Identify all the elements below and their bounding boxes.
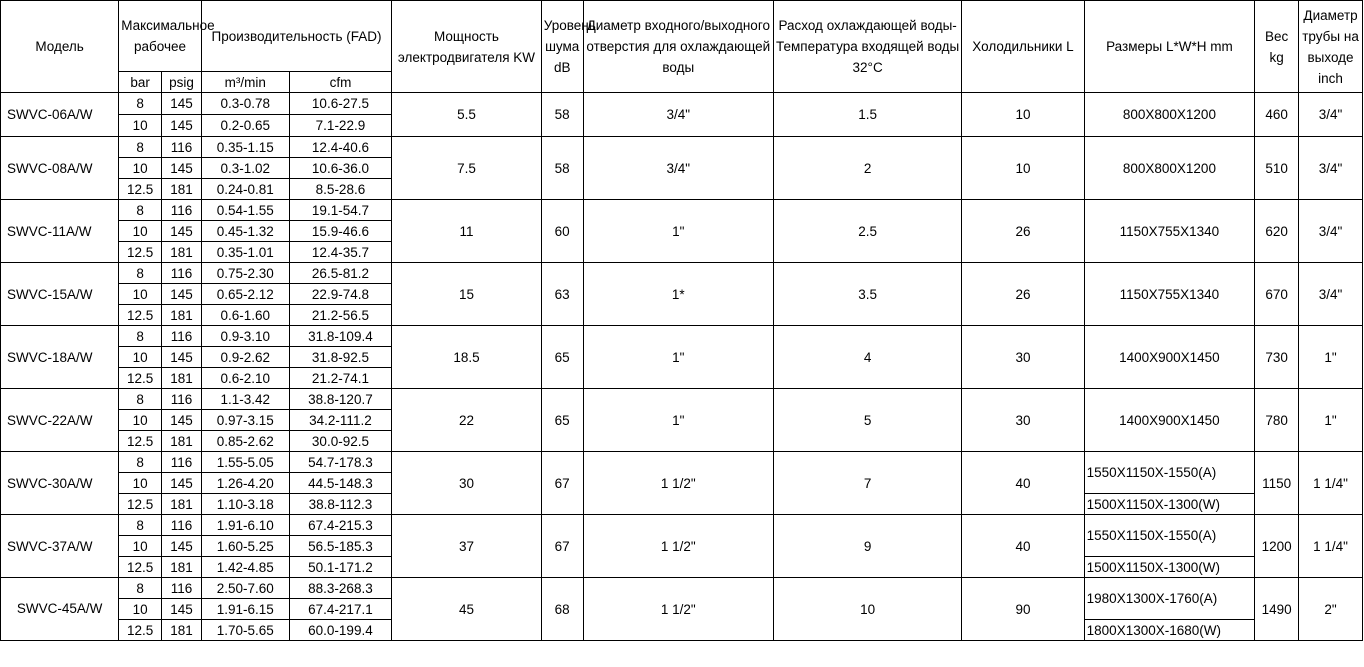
table-row [1, 389, 1363, 410]
bar-cell: 12.5 [119, 557, 162, 578]
psig-cell: 145 [162, 599, 202, 620]
cfm-cell: 22.9-74.8 [289, 284, 392, 305]
outlet-pipe-cell: 1 1/4" [1299, 452, 1363, 515]
noise-cell: 65 [541, 326, 583, 389]
bar-cell: 8 [119, 137, 162, 158]
coolant-cell: 40 [962, 515, 1084, 578]
noise-cell: 68 [541, 578, 583, 641]
coolant-cell: 90 [962, 578, 1084, 641]
psig-cell: 145 [162, 93, 202, 115]
bar-cell: 10 [119, 473, 162, 494]
weight-cell: 670 [1255, 263, 1299, 326]
water-flow-cell: 5 [773, 389, 961, 452]
table-row [1, 263, 1363, 284]
cfm-cell: 50.1-171.2 [289, 557, 392, 578]
m3-cell: 0.9-2.62 [201, 347, 289, 368]
water-flow-cell: 9 [773, 515, 961, 578]
model-cell: SWVC-08A/W [1, 137, 119, 200]
cfm-cell: 10.6-27.5 [289, 93, 392, 115]
header-unit-bar: bar [119, 72, 162, 93]
cfm-cell: 38.8-112.3 [289, 494, 392, 515]
bar-cell: 10 [119, 599, 162, 620]
bar-cell: 10 [119, 410, 162, 431]
weight-cell: 1200 [1255, 515, 1299, 578]
water-flow-cell: 2.5 [773, 200, 961, 263]
bar-cell: 8 [119, 515, 162, 536]
weight-cell: 1150 [1255, 452, 1299, 515]
bar-cell: 12.5 [119, 431, 162, 452]
inlet-diameter-cell: 1 1/2" [583, 578, 773, 641]
m3-cell: 0.54-1.55 [201, 200, 289, 221]
bar-cell: 8 [119, 263, 162, 284]
m3-cell: 0.35-1.15 [201, 137, 289, 158]
model-cell: SWVC-37A/W [1, 515, 119, 578]
outlet-pipe-cell: 3/4" [1299, 200, 1363, 263]
psig-cell: 181 [162, 431, 202, 452]
psig-cell: 116 [162, 578, 202, 599]
inlet-diameter-cell: 3/4" [583, 137, 773, 200]
bar-cell: 10 [119, 284, 162, 305]
bar-cell: 8 [119, 200, 162, 221]
motor-power-cell: 11 [392, 200, 542, 263]
header-noise: Уровень шума dB [541, 1, 583, 93]
model-cell: SWVC-45A/W [1, 578, 119, 641]
weight-cell: 780 [1255, 389, 1299, 452]
cfm-cell: 12.4-35.7 [289, 242, 392, 263]
m3-cell: 0.97-3.15 [201, 410, 289, 431]
cfm-cell: 31.8-92.5 [289, 347, 392, 368]
inlet-diameter-cell: 1 1/2" [583, 452, 773, 515]
outlet-pipe-cell: 1" [1299, 389, 1363, 452]
dimensions-cell: 1150X755X1340 [1084, 200, 1255, 263]
dimensions-cell: 1150X755X1340 [1084, 263, 1255, 326]
bar-cell: 10 [119, 536, 162, 557]
m3-cell: 0.24-0.81 [201, 179, 289, 200]
weight-cell: 730 [1255, 326, 1299, 389]
cfm-cell: 67.4-217.1 [289, 599, 392, 620]
psig-cell: 145 [162, 473, 202, 494]
m3-cell: 1.70-5.65 [201, 620, 289, 641]
coolant-cell: 10 [962, 93, 1084, 137]
bar-cell: 12.5 [119, 494, 162, 515]
noise-cell: 58 [541, 93, 583, 137]
header-weight: Вес kg [1255, 1, 1299, 93]
inlet-diameter-cell: 1" [583, 326, 773, 389]
m3-cell: 1.60-5.25 [201, 536, 289, 557]
motor-power-cell: 37 [392, 515, 542, 578]
water-flow-cell: 2 [773, 137, 961, 200]
inlet-diameter-cell: 1 1/2" [583, 515, 773, 578]
psig-cell: 145 [162, 410, 202, 431]
psig-cell: 116 [162, 200, 202, 221]
cfm-cell: 15.9-46.6 [289, 221, 392, 242]
cfm-cell: 67.4-215.3 [289, 515, 392, 536]
bar-cell: 12.5 [119, 368, 162, 389]
weight-cell: 460 [1255, 93, 1299, 137]
model-cell: SWVC-11A/W [1, 200, 119, 263]
psig-cell: 116 [162, 452, 202, 473]
model-cell: SWVC-22A/W [1, 389, 119, 452]
cfm-cell: 19.1-54.7 [289, 200, 392, 221]
coolant-cell: 26 [962, 263, 1084, 326]
bar-cell: 12.5 [119, 305, 162, 326]
header-water-flow: Расход охлаждающей воды-Температура входящей воды 32°C [773, 1, 961, 93]
psig-cell: 145 [162, 158, 202, 179]
m3-cell: 0.75-2.30 [201, 263, 289, 284]
cfm-cell: 26.5-81.2 [289, 263, 392, 284]
psig-cell: 181 [162, 305, 202, 326]
motor-power-cell: 45 [392, 578, 542, 641]
table-row [1, 137, 1363, 158]
psig-cell: 145 [162, 347, 202, 368]
outlet-pipe-cell: 1" [1299, 326, 1363, 389]
cfm-cell: 8.5-28.6 [289, 179, 392, 200]
psig-cell: 181 [162, 368, 202, 389]
psig-cell: 116 [162, 389, 202, 410]
bar-cell: 10 [119, 158, 162, 179]
table-row [1, 578, 1363, 599]
m3-cell: 2.50-7.60 [201, 578, 289, 599]
psig-cell: 181 [162, 494, 202, 515]
cfm-cell: 54.7-178.3 [289, 452, 392, 473]
weight-cell: 620 [1255, 200, 1299, 263]
psig-cell: 181 [162, 620, 202, 641]
cfm-cell: 10.6-36.0 [289, 158, 392, 179]
table-row [1, 515, 1363, 536]
psig-cell: 145 [162, 221, 202, 242]
coolant-cell: 30 [962, 389, 1084, 452]
dimensions-cell: 1500X1150X-1300(W) [1084, 494, 1255, 515]
table-row [1, 200, 1363, 221]
dimensions-cell: 1400X900X1450 [1084, 326, 1255, 389]
m3-cell: 0.2-0.65 [201, 115, 289, 137]
dimensions-cell: 800X800X1200 [1084, 137, 1255, 200]
water-flow-cell: 4 [773, 326, 961, 389]
inlet-diameter-cell: 1" [583, 389, 773, 452]
noise-cell: 67 [541, 452, 583, 515]
noise-cell: 67 [541, 515, 583, 578]
m3-cell: 0.45-1.32 [201, 221, 289, 242]
bar-cell: 8 [119, 578, 162, 599]
dimensions-cell: 1500X1150X-1300(W) [1084, 557, 1255, 578]
header-unit-cfm: cfm [289, 72, 392, 93]
cfm-cell: 60.0-199.4 [289, 620, 392, 641]
outlet-pipe-cell: 2" [1299, 578, 1363, 641]
table-row [1, 452, 1363, 473]
coolant-cell: 40 [962, 452, 1084, 515]
bar-cell: 8 [119, 93, 162, 115]
bar-cell: 10 [119, 221, 162, 242]
coolant-cell: 26 [962, 200, 1084, 263]
outlet-pipe-cell: 3/4" [1299, 93, 1363, 137]
motor-power-cell: 18.5 [392, 326, 542, 389]
noise-cell: 60 [541, 200, 583, 263]
m3-cell: 1.91-6.10 [201, 515, 289, 536]
header-inlet-diameter: Диаметр входного/выходного отверстия для охлаждающей воды [583, 1, 773, 93]
inlet-diameter-cell: 1" [583, 200, 773, 263]
m3-cell: 1.10-3.18 [201, 494, 289, 515]
psig-cell: 116 [162, 515, 202, 536]
water-flow-cell: 1.5 [773, 93, 961, 137]
m3-cell: 1.1-3.42 [201, 389, 289, 410]
cfm-cell: 12.4-40.6 [289, 137, 392, 158]
psig-cell: 181 [162, 179, 202, 200]
psig-cell: 116 [162, 263, 202, 284]
header-coolant: Холодильники L [962, 1, 1084, 93]
outlet-pipe-cell: 3/4" [1299, 263, 1363, 326]
cfm-cell: 21.2-56.5 [289, 305, 392, 326]
cfm-cell: 88.3-268.3 [289, 578, 392, 599]
bar-cell: 10 [119, 347, 162, 368]
bar-cell: 12.5 [119, 620, 162, 641]
m3-cell: 1.55-5.05 [201, 452, 289, 473]
model-cell: SWVC-06A/W [1, 93, 119, 137]
dimensions-cell: 1550X1150X-1550(A) [1084, 452, 1255, 494]
cfm-cell: 21.2-74.1 [289, 368, 392, 389]
header-capacity: Производительность (FAD) [201, 1, 391, 72]
psig-cell: 181 [162, 242, 202, 263]
m3-cell: 0.3-1.02 [201, 158, 289, 179]
dimensions-cell: 1800X1300X-1680(W) [1084, 620, 1255, 641]
motor-power-cell: 5.5 [392, 93, 542, 137]
header-unit-psig: psig [162, 72, 202, 93]
bar-cell: 8 [119, 452, 162, 473]
coolant-cell: 30 [962, 326, 1084, 389]
bar-cell: 8 [119, 389, 162, 410]
model-cell: SWVC-30A/W [1, 452, 119, 515]
psig-cell: 116 [162, 326, 202, 347]
coolant-cell: 10 [962, 137, 1084, 200]
inlet-diameter-cell: 3/4" [583, 93, 773, 137]
cfm-cell: 44.5-148.3 [289, 473, 392, 494]
header-max-pressure: Максимальное рабочее [119, 1, 202, 72]
m3-cell: 0.3-0.78 [201, 93, 289, 115]
m3-cell: 1.91-6.15 [201, 599, 289, 620]
inlet-diameter-cell: 1* [583, 263, 773, 326]
cfm-cell: 34.2-111.2 [289, 410, 392, 431]
water-flow-cell: 10 [773, 578, 961, 641]
motor-power-cell: 7.5 [392, 137, 542, 200]
model-cell: SWVC-15A/W [1, 263, 119, 326]
bar-cell: 12.5 [119, 179, 162, 200]
dimensions-cell: 1400X900X1450 [1084, 389, 1255, 452]
weight-cell: 1490 [1255, 578, 1299, 641]
header-outlet-pipe: Диаметр трубы на выходе inch [1299, 1, 1363, 93]
noise-cell: 65 [541, 389, 583, 452]
psig-cell: 145 [162, 536, 202, 557]
m3-cell: 0.85-2.62 [201, 431, 289, 452]
m3-cell: 0.6-2.10 [201, 368, 289, 389]
bar-cell: 10 [119, 115, 162, 137]
psig-cell: 145 [162, 115, 202, 137]
dimensions-cell: 1980X1300X-1760(A) [1084, 578, 1255, 620]
weight-cell: 510 [1255, 137, 1299, 200]
noise-cell: 58 [541, 137, 583, 200]
m3-cell: 0.65-2.12 [201, 284, 289, 305]
cfm-cell: 56.5-185.3 [289, 536, 392, 557]
water-flow-cell: 3.5 [773, 263, 961, 326]
model-cell: SWVC-18A/W [1, 326, 119, 389]
psig-cell: 181 [162, 557, 202, 578]
bar-cell: 12.5 [119, 242, 162, 263]
motor-power-cell: 15 [392, 263, 542, 326]
psig-cell: 116 [162, 137, 202, 158]
noise-cell: 63 [541, 263, 583, 326]
cfm-cell: 38.8-120.7 [289, 389, 392, 410]
outlet-pipe-cell: 3/4" [1299, 137, 1363, 200]
dimensions-cell: 800X800X1200 [1084, 93, 1255, 137]
m3-cell: 1.26-4.20 [201, 473, 289, 494]
motor-power-cell: 22 [392, 389, 542, 452]
m3-cell: 0.9-3.10 [201, 326, 289, 347]
bar-cell: 8 [119, 326, 162, 347]
header-unit-m3: m³/min [201, 72, 289, 93]
cfm-cell: 31.8-109.4 [289, 326, 392, 347]
m3-cell: 0.35-1.01 [201, 242, 289, 263]
cfm-cell: 7.1-22.9 [289, 115, 392, 137]
header-dimensions: Размеры L*W*H mm [1084, 1, 1255, 93]
header-motor-power: Мощность электродвигателя KW [392, 1, 542, 93]
dimensions-cell: 1550X1150X-1550(A) [1084, 515, 1255, 557]
psig-cell: 145 [162, 284, 202, 305]
header-model: Модель [1, 1, 119, 93]
m3-cell: 1.42-4.85 [201, 557, 289, 578]
outlet-pipe-cell: 1 1/4" [1299, 515, 1363, 578]
motor-power-cell: 30 [392, 452, 542, 515]
table-row [1, 93, 1363, 115]
water-flow-cell: 7 [773, 452, 961, 515]
m3-cell: 0.6-1.60 [201, 305, 289, 326]
cfm-cell: 30.0-92.5 [289, 431, 392, 452]
table-row [1, 326, 1363, 347]
